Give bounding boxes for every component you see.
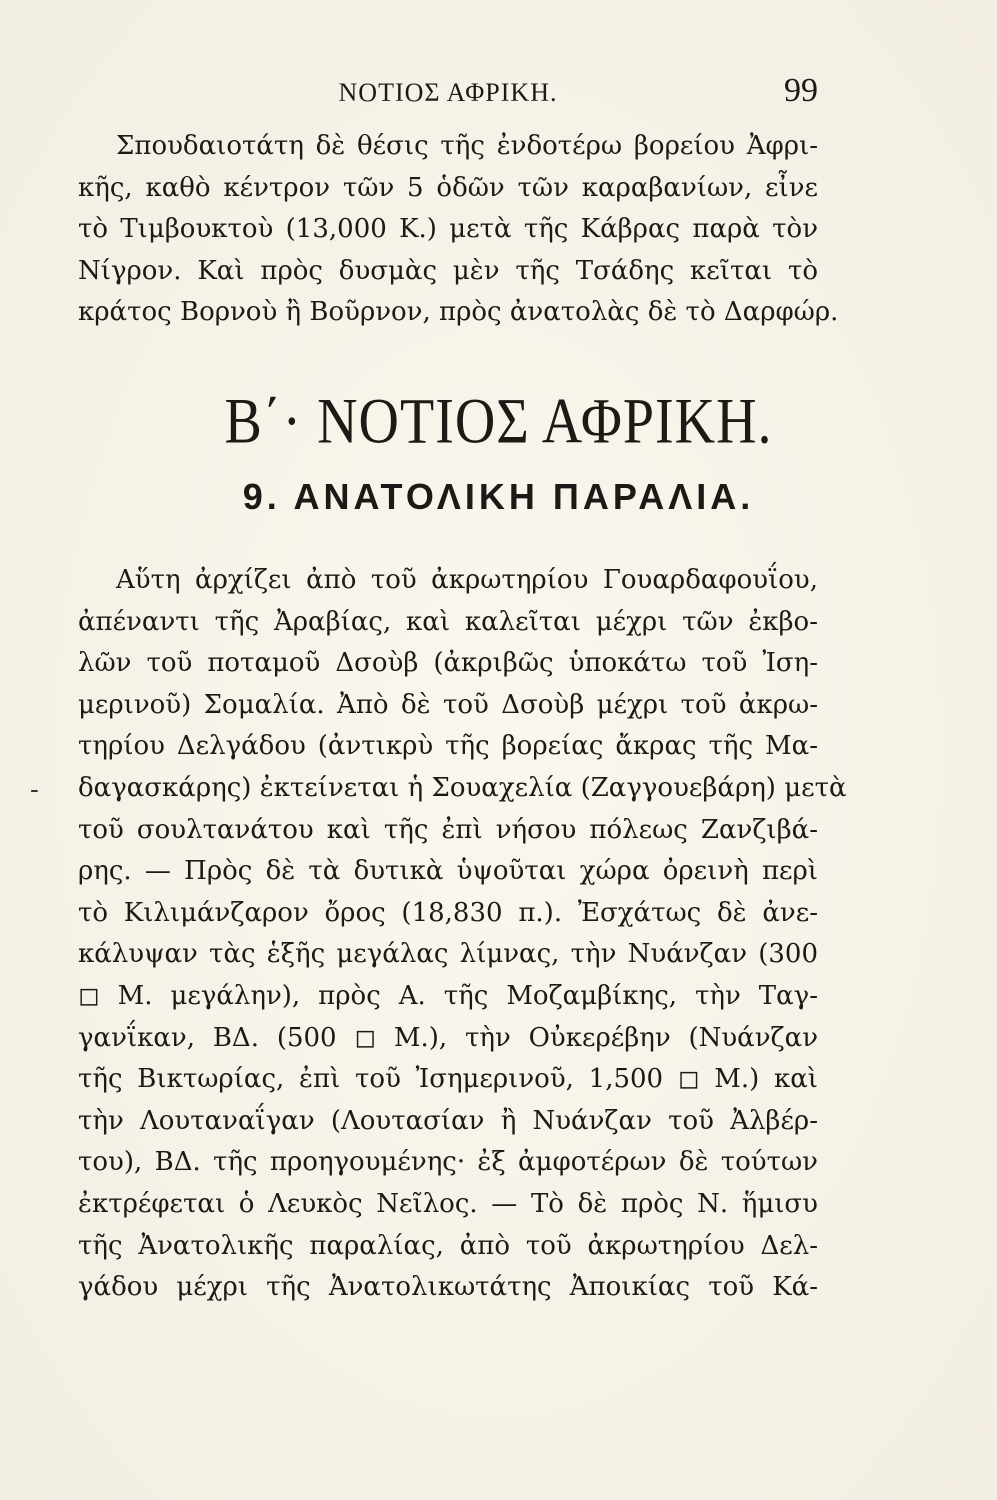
text-line: μερινοῦ) Σομαλία. Ἀπὸ δὲ τοῦ Δσοὺβ μέχρι τοῦ ἀκρω-	[78, 689, 818, 720]
page-number: 99	[784, 72, 818, 109]
subsection-title: 9. ΑΝΑΤΟΛΙΚΗ ΠΑΡΑΛΙΑ.	[242, 476, 755, 517]
text-line: τὸ Τιμβουκτοὺ (13,000 Κ.) μετὰ τῆς Κάβρας παρὰ τὸν	[78, 214, 818, 245]
text-line: ἀπέναντι τῆς Ἀραβίας, καὶ καλεῖται μέχρι τῶν ἐκβο-	[78, 606, 818, 637]
text-line: λῶν τοῦ ποταμοῦ Δσοὺβ (ἀκριβῶς ὑποκάτω τοῦ Ἰση-	[78, 648, 818, 679]
paragraph-2	[78, 560, 847, 1309]
text-line: τῆς Ἀνατολικῆς παραλίας, ἀπὸ τοῦ ἀκρωτηρίου Δελ-	[78, 1230, 818, 1261]
text-line: του), ΒΔ. τῆς προηγουμένης· ἐξ ἀμφοτέρων δὲ τούτων	[78, 1147, 818, 1178]
text-line: τοῦ σουλτανάτου καὶ τῆς ἐπὶ νήσου πόλεως Ζανζιβά-	[78, 814, 818, 845]
text-line: ρης. — Πρὸς δὲ τὰ δυτικὰ ὑψοῦται χώρα ὀρεινὴ περὶ	[78, 856, 818, 887]
text-line: γανΐκαν, ΒΔ. (500 ◻ Μ.), τὴν Οὐκερέβην (Νυάνζαν	[78, 1022, 818, 1053]
margin-mark: -	[30, 775, 39, 805]
text-line: Αὕτη ἀρχίζει ἀπὸ τοῦ ἀκρωτηρίου Γουαρδαφουΐου,	[116, 565, 818, 595]
text-line: κράτος Βορνοὺ ἢ Βοῦρνον, πρὸς ἀνατολὰς δὲ τὸ Δαρφώρ.	[78, 297, 839, 328]
text-line: ◻ Μ. μεγάλην), πρὸς Α. τῆς Μοζαμβίκης, τὴν Ταγ-	[78, 980, 818, 1011]
text-line: ἐκτρέφεται ὁ Λευκὸς Νεῖλος. — Τὸ δὲ πρὸς Ν. ἥμισυ	[78, 1188, 818, 1219]
paragraph-1	[78, 126, 839, 334]
text-line: Νίγρον. Καὶ πρὸς δυσμὰς μὲν τῆς Τσάδης κεῖται τὸ	[78, 255, 818, 286]
text-line: κάλυψαν τὰς ἑξῆς μεγάλας λίμνας, τὴν Νυάνζαν (300	[78, 939, 818, 970]
text-line: γάδου μέχρι τῆς Ἀνατολικωτάτης Ἀποικίας τοῦ Κά-	[78, 1272, 818, 1303]
text-line: τὸ Κιλιμάνζαρον ὄρος (18,830 π.). Ἐσχάτως δὲ ἀνε-	[78, 897, 818, 928]
section-title: Β΄· ΝΟΤΙΟΣ ΑΦΡΙΚΗ.	[224, 386, 773, 458]
text-line: Σπουδαιοτάτη δὲ θέσις τῆς ἐνδοτέρω βορείου Ἀφρι-	[116, 131, 818, 161]
text-line: τὴν Λουταναΐγαν (Λουτασίαν ἢ Νυάνζαν τοῦ Ἀλβέρ-	[78, 1105, 818, 1136]
text-line: κῆς, καθὸ κέντρον τῶν 5 ὁδῶν τῶν καραβανίων, εἶνε	[78, 172, 818, 203]
text-line: τηρίου Δελγάδου (ἀντικρὺ τῆς βορείας ἄκρας τῆς Μα-	[78, 731, 818, 762]
text-line: τῆς Βικτωρίας, ἐπὶ τοῦ Ἰσημερινοῦ, 1,500 ◻ Μ.) καὶ	[78, 1064, 818, 1095]
text-line: δαγασκάρης) ἐκτείνεται ἡ Σουαχελία (Ζαγγουεβάρη) μετὰ	[78, 772, 847, 803]
page-header	[78, 72, 818, 112]
running-head: ΝΟΤΙΟΣ ΑΦΡΙΚΗ.	[338, 78, 558, 107]
